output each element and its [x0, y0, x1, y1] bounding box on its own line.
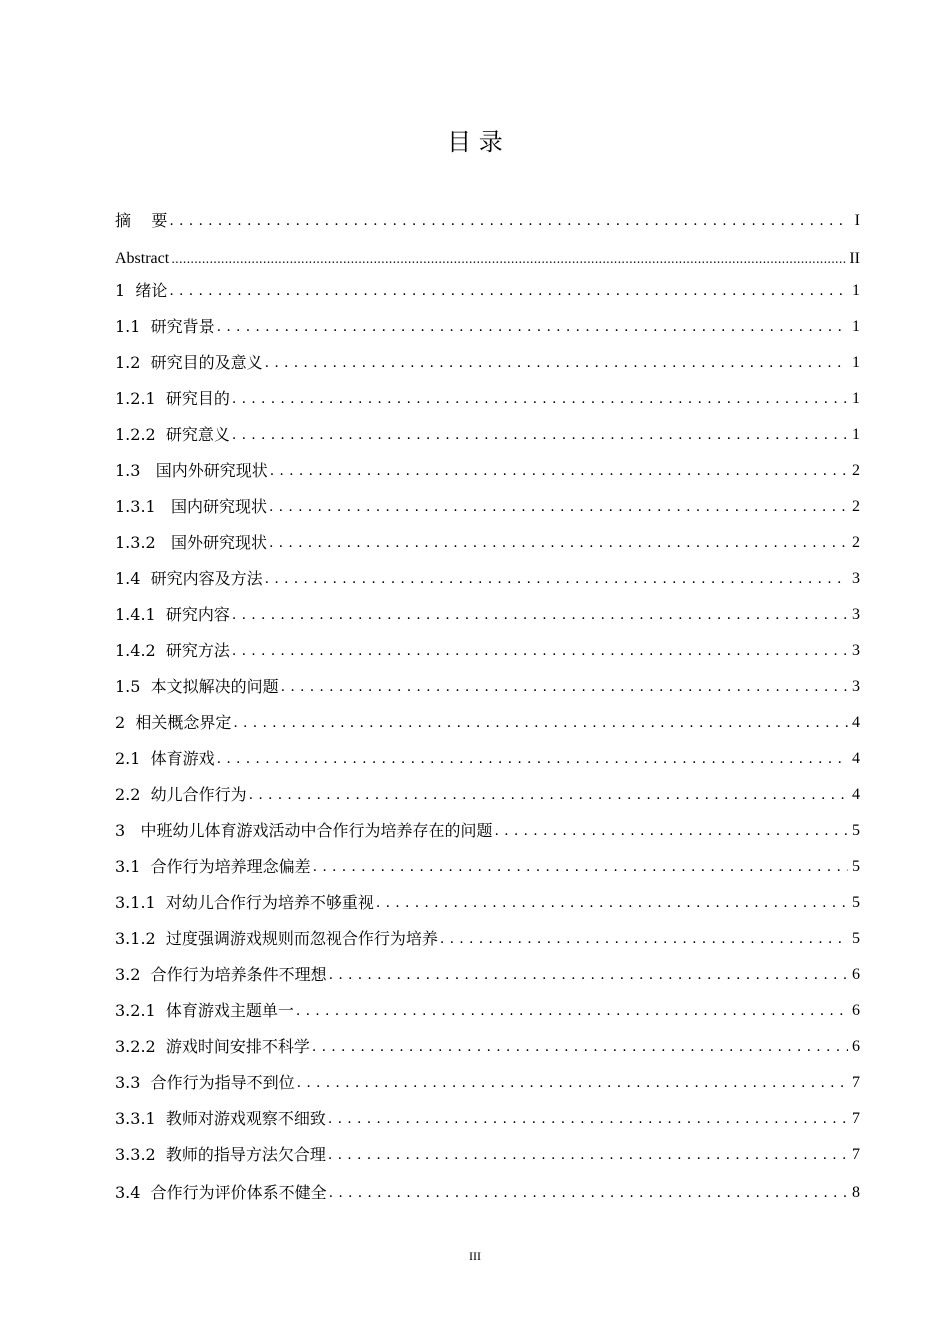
toc-entry-page: 3 — [852, 570, 860, 587]
toc-leader-dots — [329, 1183, 848, 1203]
toc-leader-dots — [232, 605, 848, 625]
toc-entry-3-3[interactable] — [115, 1069, 860, 1093]
toc-entry-page: 4 — [852, 714, 860, 731]
toc-entry-2[interactable] — [115, 709, 860, 733]
toc-entry-label: 摘 要 — [115, 211, 168, 230]
toc-entry-label: 3.1.2 过度强调游戏规则而忽视合作行为培养 — [115, 929, 438, 948]
toc-entry-page: 4 — [852, 786, 860, 803]
toc-entry-label: 3.2 合作行为培养条件不理想 — [115, 965, 327, 984]
toc-entry-1[interactable] — [115, 277, 860, 301]
toc-leader-dots — [217, 317, 848, 337]
toc-entry-page: I — [854, 212, 860, 229]
toc-entry-label: 3.2.2 游戏时间安排不科学 — [115, 1037, 310, 1056]
toc-leader-dots — [169, 211, 848, 231]
toc-entry-1-3[interactable] — [115, 457, 860, 481]
toc-entry-page: 3 — [852, 642, 860, 659]
toc-leader-dots — [171, 249, 847, 269]
toc-leader-dots — [269, 497, 848, 517]
toc-entry-3[interactable] — [115, 817, 860, 841]
toc-entry-3-2-2[interactable] — [115, 1033, 860, 1057]
toc-entry-2-2[interactable] — [115, 781, 860, 805]
page-title: 目 录 — [447, 128, 503, 156]
toc-entry-label: 3 中班幼儿体育游戏活动中合作行为培养存在的问题 — [115, 821, 493, 840]
toc-entry-label: 1.3 国内外研究现状 — [115, 461, 268, 480]
toc-entry-page: 7 — [852, 1146, 860, 1163]
toc-leader-dots — [329, 965, 848, 985]
toc-entry-label: 3.1 合作行为培养理念偏差 — [115, 857, 311, 876]
toc-entry-3-4[interactable] — [115, 1179, 860, 1203]
toc-leader-dots — [494, 821, 848, 841]
toc-leader-dots — [232, 425, 848, 445]
toc-leader-dots — [233, 713, 848, 733]
toc-entry-abstract-cn[interactable] — [115, 207, 860, 231]
toc-entry-3-1-2[interactable] — [115, 925, 860, 949]
toc-leader-dots — [297, 1073, 848, 1093]
toc-leader-dots — [232, 641, 848, 661]
toc-entry-abstract-en[interactable] — [115, 245, 860, 269]
toc-entry-label: 1.1 研究背景 — [115, 317, 215, 336]
toc-leader-dots — [440, 929, 848, 949]
toc-entry-label: 1 绪论 — [115, 281, 168, 300]
toc-entry-page: 5 — [852, 858, 860, 875]
toc-entry-label: 2 相关概念界定 — [115, 713, 232, 732]
toc-entry-label: 1.2.1 研究目的 — [115, 389, 230, 408]
toc-entry-page: 2 — [852, 462, 860, 479]
toc-entry-label: 3.3 合作行为指导不到位 — [115, 1073, 295, 1092]
toc-leader-dots — [270, 461, 848, 481]
toc-entry-3-2[interactable] — [115, 961, 860, 985]
toc-entry-page: 7 — [852, 1110, 860, 1127]
toc-entry-label: 1.4 研究内容及方法 — [115, 569, 263, 588]
toc-leader-dots — [249, 785, 848, 805]
toc-entry-page: 6 — [852, 1038, 860, 1055]
toc-leader-dots — [328, 1109, 848, 1129]
toc-entry-label: Abstract — [115, 250, 170, 267]
toc-entry-3-2-1[interactable] — [115, 997, 860, 1021]
page-number-footer: III — [469, 1249, 481, 1263]
toc-entry-page: 1 — [852, 354, 860, 371]
toc-leader-dots — [217, 749, 848, 769]
toc-entry-page: 2 — [852, 498, 860, 515]
table-of-contents — [115, 0, 860, 1200]
toc-entry-label: 1.4.1 研究内容 — [115, 605, 230, 624]
toc-entry-1-4[interactable] — [115, 565, 860, 589]
toc-entry-1-2-1[interactable] — [115, 385, 860, 409]
toc-entry-page: 5 — [852, 822, 860, 839]
toc-leader-dots — [313, 857, 848, 877]
toc-entry-page: 3 — [852, 678, 860, 695]
toc-entry-label: 2.1 体育游戏 — [115, 749, 215, 768]
toc-entry-1-1[interactable] — [115, 313, 860, 337]
toc-entry-page: 6 — [852, 1002, 860, 1019]
toc-entry-label: 3.4 合作行为评价体系不健全 — [115, 1183, 327, 1202]
toc-entry-page: 6 — [852, 966, 860, 983]
toc-entry-1-4-2[interactable] — [115, 637, 860, 661]
toc-leader-dots — [232, 389, 848, 409]
toc-entry-page: II — [849, 250, 860, 267]
toc-entry-label: 3.1.1 对幼儿合作行为培养不够重视 — [115, 893, 374, 912]
toc-leader-dots — [312, 1037, 848, 1057]
toc-entry-label: 1.4.2 研究方法 — [115, 641, 230, 660]
toc-entry-3-3-1[interactable] — [115, 1105, 860, 1129]
toc-leader-dots — [281, 677, 848, 697]
toc-leader-dots — [265, 569, 848, 589]
toc-entry-label: 3.3.1 教师对游戏观察不细致 — [115, 1109, 326, 1128]
toc-entry-page: 2 — [852, 534, 860, 551]
toc-entry-page: 1 — [852, 282, 860, 299]
toc-entry-page: 1 — [852, 426, 860, 443]
toc-leader-dots — [265, 353, 848, 373]
toc-leader-dots — [296, 1001, 848, 1021]
toc-entry-page: 5 — [852, 930, 860, 947]
toc-leader-dots — [328, 1145, 848, 1165]
toc-entry-1-5[interactable] — [115, 673, 860, 697]
toc-entry-label: 1.2.2 研究意义 — [115, 425, 230, 444]
toc-leader-dots — [376, 893, 848, 913]
toc-entry-label: 3.2.1 体育游戏主题单一 — [115, 1001, 294, 1020]
toc-entry-1-2-2[interactable] — [115, 421, 860, 445]
toc-leader-dots — [269, 533, 848, 553]
toc-entry-page: 1 — [852, 390, 860, 407]
toc-entry-page: 4 — [852, 750, 860, 767]
toc-entry-label: 3.3.2 教师的指导方法欠合理 — [115, 1145, 326, 1164]
toc-entry-label: 1.5 本文拟解决的问题 — [115, 677, 279, 696]
toc-entry-page: 5 — [852, 894, 860, 911]
toc-entry-page: 3 — [852, 606, 860, 623]
toc-entry-page: 7 — [852, 1074, 860, 1091]
toc-entry-label: 1.2 研究目的及意义 — [115, 353, 263, 372]
toc-entry-1-2[interactable] — [115, 349, 860, 373]
toc-entry-page: 8 — [852, 1184, 860, 1201]
toc-entry-label: 2.2 幼儿合作行为 — [115, 785, 247, 804]
toc-entry-1-3-1[interactable] — [115, 493, 860, 517]
toc-entry-page: 1 — [852, 318, 860, 335]
toc-entry-label: 1.3.1 国内研究现状 — [115, 497, 267, 516]
toc-entry-1-3-2[interactable] — [115, 529, 860, 553]
toc-entry-3-3-2[interactable] — [115, 1141, 860, 1165]
toc-entry-3-1[interactable] — [115, 853, 860, 877]
toc-entry-3-1-1[interactable] — [115, 889, 860, 913]
toc-entry-2-1[interactable] — [115, 745, 860, 769]
toc-entry-label: 1.3.2 国外研究现状 — [115, 533, 267, 552]
toc-entry-1-4-1[interactable] — [115, 601, 860, 625]
toc-leader-dots — [169, 281, 848, 301]
